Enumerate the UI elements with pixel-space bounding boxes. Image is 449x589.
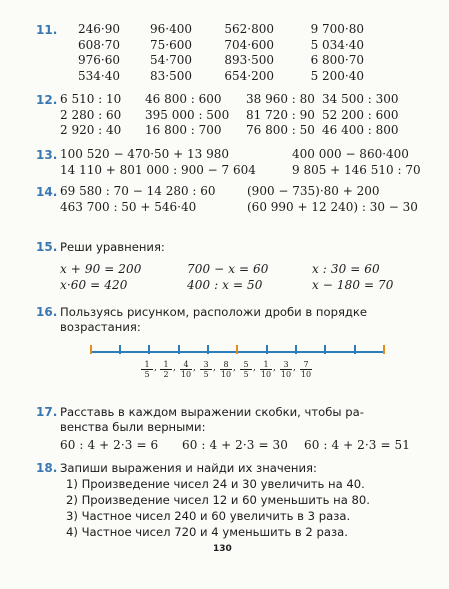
exercise-17-number: 17. bbox=[36, 405, 58, 419]
exercise-12-number: 12. bbox=[36, 93, 58, 107]
equation: x − 180 = 70 bbox=[312, 278, 394, 292]
expression: 60 : 4 + 2·3 = 30 bbox=[182, 438, 288, 452]
exercise-13-number: 13. bbox=[36, 148, 58, 162]
exercise-14-right bbox=[247, 184, 418, 215]
exercise-11-col-4 bbox=[292, 22, 364, 84]
fraction: $\frac{1}{5}$ bbox=[141, 360, 153, 379]
number-line-tick bbox=[207, 345, 209, 354]
number-line-tick-start bbox=[90, 345, 92, 354]
expr: (900 − 735)·80 + 200 bbox=[247, 184, 380, 198]
number-line-tick bbox=[324, 345, 326, 354]
expr: 246·90 bbox=[78, 22, 120, 36]
fraction: $\frac{7}{10}$ bbox=[300, 360, 312, 379]
equation: 400 : x = 50 bbox=[187, 278, 263, 292]
page-number: 130 bbox=[213, 544, 232, 554]
fraction: $\frac{4}{10}$ bbox=[180, 360, 192, 379]
expr: 100 520 − 470·50 + 13 980 bbox=[60, 147, 229, 161]
exercise-14-left bbox=[60, 184, 216, 215]
number-line-tick bbox=[266, 345, 268, 354]
comma: , bbox=[154, 363, 157, 373]
expr: 562·800 bbox=[224, 22, 274, 36]
expression: 60 : 4 + 2·3 = 6 bbox=[60, 438, 159, 452]
expr: 893·500 bbox=[224, 53, 274, 67]
exercise-12-col-3 bbox=[246, 92, 315, 139]
expr: 6 800·70 bbox=[310, 53, 364, 67]
number-line-tick bbox=[178, 345, 180, 354]
exercise-16-number: 16. bbox=[36, 305, 58, 319]
expr: 2 920 : 40 bbox=[60, 123, 122, 137]
expr: 463 700 : 50 + 546·40 bbox=[60, 199, 197, 214]
fraction: $\frac{8}{10}$ bbox=[220, 360, 232, 379]
equation: 700 − x = 60 bbox=[187, 262, 269, 276]
equation: x·60 = 420 bbox=[60, 278, 128, 292]
expr: 69 580 : 70 − 14 280 : 60 bbox=[60, 184, 216, 198]
exercise-18-item-1: 1) Произведение чисел 24 и 30 увеличить на 40. bbox=[66, 477, 365, 491]
expr: 96·400 bbox=[150, 22, 192, 36]
exercise-11-number: 11. bbox=[36, 23, 58, 37]
exercise-18-task: Запиши выражения и найди их значения: bbox=[60, 461, 317, 475]
expr: 654·200 bbox=[224, 68, 274, 83]
expr: 76 800 : 50 bbox=[246, 123, 315, 137]
expr: 75·600 bbox=[150, 37, 192, 52]
expr: 9 805 + 146 510 : 70 bbox=[292, 162, 421, 177]
fraction: $\frac{1}{2}$ bbox=[160, 360, 172, 379]
expr: 608·70 bbox=[78, 37, 120, 52]
exercise-12-col-2 bbox=[145, 92, 229, 139]
fraction: $\frac{5}{5}$ bbox=[240, 360, 252, 379]
expr: 5 034·40 bbox=[310, 37, 364, 52]
expr: 38 960 : 80 bbox=[246, 92, 315, 106]
exercise-18-item-4: 4) Частное чисел 720 и 4 уменьшить в 2 раза. bbox=[66, 525, 348, 539]
expr: (60 990 + 12 240) : 30 − 30 bbox=[247, 199, 418, 214]
exercise-11-col-1 bbox=[60, 22, 120, 84]
comma: , bbox=[173, 363, 176, 373]
equation: x : 30 = 60 bbox=[312, 262, 380, 276]
exercise-12-col-1 bbox=[60, 92, 121, 139]
fraction: $\frac{3}{5}$ bbox=[200, 360, 212, 379]
comma: , bbox=[293, 363, 296, 373]
exercise-18-number: 18. bbox=[36, 461, 58, 475]
comma: , bbox=[233, 363, 236, 373]
exercise-11-col-2 bbox=[132, 22, 192, 84]
exercise-17-task-line-1: Расставь в каждом выражении скобки, чтобы ра- bbox=[60, 405, 364, 419]
exercise-15-number: 15. bbox=[36, 240, 58, 254]
number-line-tick bbox=[119, 345, 121, 354]
expr: 704·600 bbox=[224, 37, 274, 52]
expr: 400 000 − 860·400 bbox=[292, 147, 409, 161]
exercise-18-item-3: 3) Частное чисел 240 и 60 увеличить в 3 раза. bbox=[66, 509, 351, 523]
expr: 534·40 bbox=[78, 68, 120, 83]
exercise-16-task-line-2: возрастания: bbox=[60, 320, 141, 334]
expr: 5 200·40 bbox=[310, 68, 364, 83]
comma: , bbox=[213, 363, 216, 373]
exercise-14-number: 14. bbox=[36, 185, 58, 199]
comma: , bbox=[273, 363, 276, 373]
exercise-13-right bbox=[292, 147, 421, 178]
expr: 395 000 : 500 bbox=[145, 107, 230, 122]
exercise-12-col-4 bbox=[322, 92, 399, 139]
expr: 14 110 + 801 000 : 900 − 7 604 bbox=[60, 162, 256, 177]
equation: x + 90 = 200 bbox=[60, 262, 142, 276]
expr: 976·60 bbox=[78, 53, 120, 67]
number-line-tick bbox=[148, 345, 150, 354]
expr: 83·500 bbox=[150, 68, 192, 83]
exercise-16-task-line-1: Пользуясь рисунком, расположи дроби в порядке bbox=[60, 305, 368, 319]
comma: , bbox=[253, 363, 256, 373]
expression: 60 : 4 + 2·3 = 51 bbox=[304, 438, 410, 452]
exercise-18-item-2: 2) Произведение чисел 12 и 60 уменьшить на 80. bbox=[66, 493, 370, 507]
expr: 16 800 : 700 bbox=[145, 123, 222, 137]
expr: 9 700·80 bbox=[310, 22, 364, 36]
expr: 46 800 : 600 bbox=[145, 92, 222, 106]
number-line-tick bbox=[295, 345, 297, 354]
comma: , bbox=[193, 363, 196, 373]
expr: 81 720 : 90 bbox=[246, 107, 315, 122]
expr: 52 200 : 600 bbox=[322, 107, 399, 122]
number-line-tick-middle bbox=[236, 345, 238, 354]
expr: 46 400 : 800 bbox=[322, 123, 399, 137]
expr: 2 280 : 60 bbox=[60, 107, 122, 122]
expr: 54·700 bbox=[150, 53, 192, 67]
fraction: $\frac{1}{10}$ bbox=[260, 360, 272, 379]
exercise-17-task-line-2: венства были верными: bbox=[60, 420, 206, 434]
number-line-tick-end bbox=[383, 345, 385, 354]
expr: 34 500 : 300 bbox=[322, 92, 399, 106]
expr: 6 510 : 10 bbox=[60, 92, 122, 106]
exercise-13-left bbox=[60, 147, 256, 178]
exercise-11-col-3 bbox=[210, 22, 274, 84]
exercise-15-task: Реши уравнения: bbox=[60, 240, 165, 254]
number-line-tick bbox=[354, 345, 356, 354]
fraction: $\frac{3}{10}$ bbox=[280, 360, 292, 379]
